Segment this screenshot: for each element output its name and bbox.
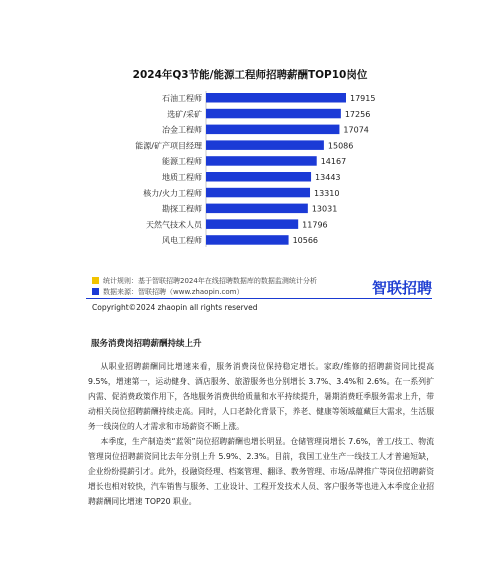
- chart-footer: [92, 275, 432, 297]
- data-label: 17915: [350, 94, 376, 103]
- data-label: 17074: [343, 125, 369, 135]
- data-label: 15086: [327, 141, 354, 151]
- bar: [206, 219, 298, 229]
- bar-chart: [0, 0, 500, 270]
- data-label: 10566: [292, 236, 319, 246]
- data-label: 13031: [311, 204, 338, 214]
- category-label: 选矿/采矿: [167, 109, 202, 119]
- data-label: 13310: [314, 188, 340, 198]
- bar: [206, 109, 341, 119]
- category-label: 天然气技术人员: [146, 220, 202, 230]
- chart-title: 2024年Q3节能/能源工程师招聘薪酬TOP10岗位: [132, 69, 368, 81]
- data-label: 14167: [320, 157, 347, 167]
- category-label: 石油工程师: [162, 94, 202, 103]
- data-label: 17256: [344, 109, 371, 119]
- bar: [206, 140, 324, 150]
- note-rules-swatch: [92, 277, 99, 284]
- note-source-text: 数据来源：智联招聘（www.zhaopin.com）: [103, 287, 244, 296]
- category-label: 能源/矿产项目经理: [135, 141, 202, 151]
- category-label: 能源工程师: [162, 157, 202, 167]
- article-paragraph-2: 本季度，生产制造类“蓝领”岗位招聘薪酬也增长明显。仓储管理岗增长 7.6%，普工/技工、物流管理岗位招聘薪资同比去年分别上升 5.9%、2.3%。目前，我国工业生产一线技工人才普遍短缺，企业纷纷提薪引才。此外，投融资经理、档案管理、翻译、教务管理、市场/品牌推广等岗位招聘薪资增长也相对较快，汽车销售与服务、工业设计、工程开发技术人员、客户服务等也进入本季度企业招聘薪酬同比增速 TOP20 职业。: [88, 437, 434, 506]
- bar: [206, 125, 339, 135]
- category-label: 勘探工程师: [162, 204, 202, 214]
- bar: [206, 188, 310, 198]
- data-label: 11796: [302, 220, 328, 230]
- category-label: 核力/火力工程师: [143, 188, 202, 198]
- note-source-swatch: [92, 288, 99, 295]
- zhaopin-logo: 智联招聘: [371, 279, 432, 297]
- data-label: 13443: [315, 173, 341, 182]
- article: [88, 337, 434, 509]
- category-label: 冶金工程师: [162, 125, 202, 135]
- article-heading: 服务消费岗招聘薪酬持续上升: [91, 339, 202, 349]
- bar: [206, 172, 311, 182]
- footer-divider: [86, 298, 432, 299]
- note-rules-text: 统计规则：基于智联招聘2024年在线招聘数据库的数据监测统计分析: [103, 276, 317, 285]
- bar: [206, 204, 308, 214]
- copyright: Copyright©2024 zhaopin all rights reserved: [92, 303, 258, 312]
- category-label: 风电工程师: [162, 236, 202, 246]
- article-paragraph-1: 从职业招聘薪酬同比增速来看，服务消费岗位保持稳定增长。家政/维修的招聘薪资同比提高 9.5%，增速第一，运动健身、酒店服务、旅游服务也分别增长 3.7%、3.4%和 2.6%。在一系列扩内需、促消费政策作用下，各地服务消费供给质量和水平持续提升，暑期消费旺季服务需求上升，带动相关岗位招聘薪酬持续走高。同时，人口老龄化背景下，养老、健康等领域蕴藏巨大需求，生活服务一线岗位的人才需求和市场薪资不断上涨。: [88, 362, 434, 431]
- category-label: 地质工程师: [162, 173, 202, 182]
- bar: [206, 93, 346, 103]
- bar: [206, 235, 289, 245]
- bar: [206, 156, 317, 166]
